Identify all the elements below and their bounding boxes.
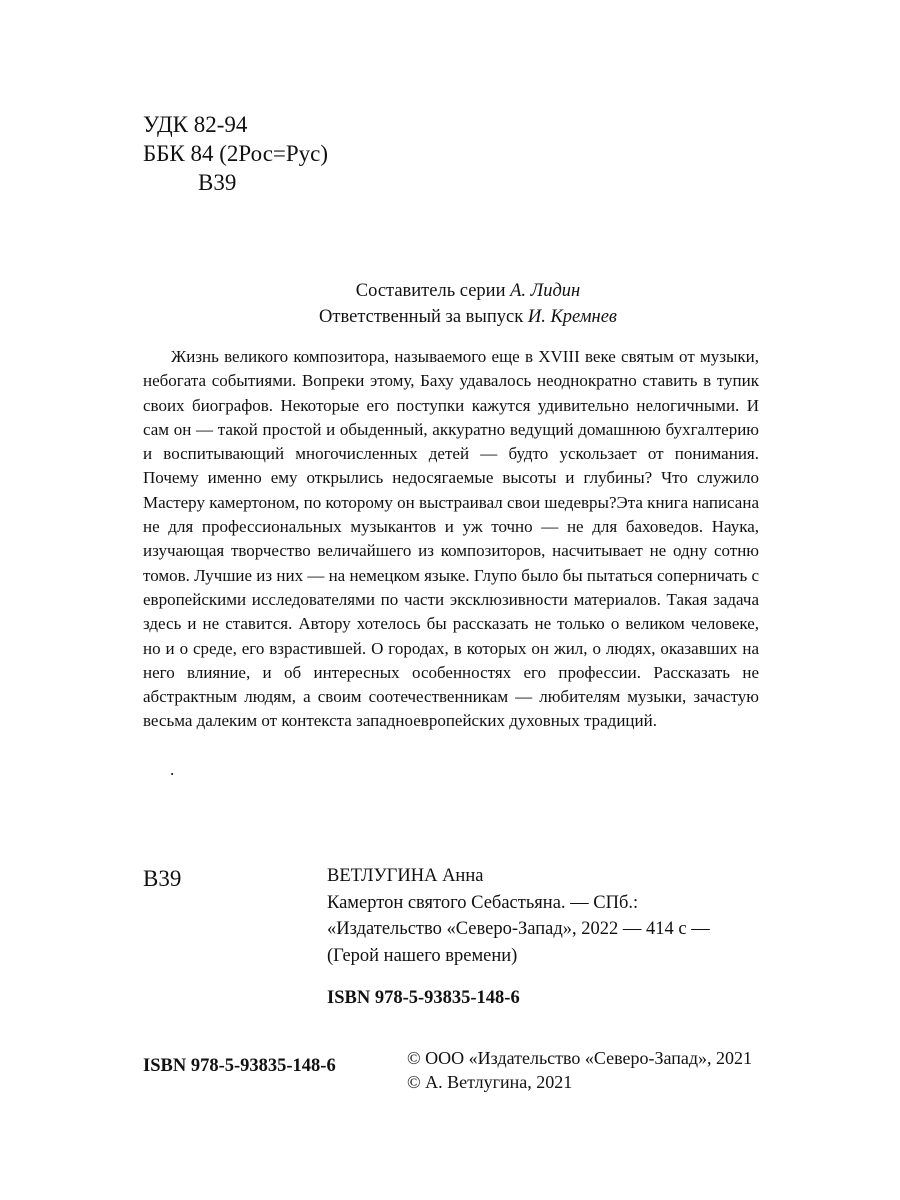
biblio-code: В39 xyxy=(143,866,182,891)
biblio-author: ВЕТЛУГИНА Анна xyxy=(327,866,484,886)
classification-block xyxy=(143,110,328,197)
series-compiler-name: А. Лидин xyxy=(510,281,581,301)
credits-block xyxy=(0,278,900,330)
copyright-author: © А. Ветлугина, 2021 xyxy=(407,1072,573,1092)
annotation-paragraph: Жизнь великого композитора, называемого еще в XVIII веке святым от музыки, небогата событиями. Вопреки этому, Баху удавалось неоднократно ставить в тупик своих биографов. Некоторые его поступки кажутся удивительно нелогичными. И сам он — такой простой и обыденный, аккуратно ведущий домашнюю бухгалтерию и воспитывающий многочисленных детей — будто ускользает от понимания. Почему именно ему открылись недосягаемые высоты и глубины? Что служило Мастеру камертоном, по которому он выстраивал свои шедевры?Эта книга написана не для профессиональных музыкантов и уж точно — не для баховедов. Наука, изучающая творчество величайшего из композиторов, насчитывает не одну сотню томов. Лучшие из них — на немецком языке. Глупо было бы пытаться соперничать с европейскими исследователями по части эксклюзивности материалов. Такая задача здесь и не ставится. Автору хотелось бы рассказать не только о великом человеке, но и о среде, его взрастившей. О городах, в которых он жил, о людях, оказавших на него влияние, и об интересных особенностях его профессии. Рассказать не абстрактным людям, а своим соотечественникам — любителям музыки, зачастую весьма далеким от контекста западноевропейских духовных традиций. xyxy=(143,347,760,731)
footer-isbn: ISBN 978-5-93835-148-6 xyxy=(143,1056,336,1076)
udk-code: УДК 82-94 xyxy=(143,112,248,137)
responsible-editor-label: Ответственный за выпуск xyxy=(319,307,524,327)
responsible-editor-line xyxy=(0,304,900,330)
responsible-editor-name: И. Кремнев xyxy=(527,307,617,327)
biblio-title: Камертон святого Себастьяна. — СПб.: xyxy=(327,892,639,913)
bibliographic-record xyxy=(327,863,710,969)
biblio-publisher: «Издательство «Северо-Запад», 2022 — 414 с — xyxy=(327,919,710,939)
author-mark: В39 xyxy=(198,170,237,195)
annotation-dot: . xyxy=(170,760,175,779)
copyright-block xyxy=(407,1046,752,1094)
series-compiler-label: Составитель серии xyxy=(355,281,506,301)
biblio-isbn: ISBN 978-5-93835-148-6 xyxy=(327,988,520,1008)
series-compiler-line xyxy=(0,278,900,304)
bbk-code: ББК 84 (2Рос=Рус) xyxy=(143,141,329,166)
biblio-series: (Герой нашего времени) xyxy=(327,945,518,966)
copyright-publisher: © ООО «Издательство «Северо-Запад», 2021 xyxy=(407,1048,753,1068)
